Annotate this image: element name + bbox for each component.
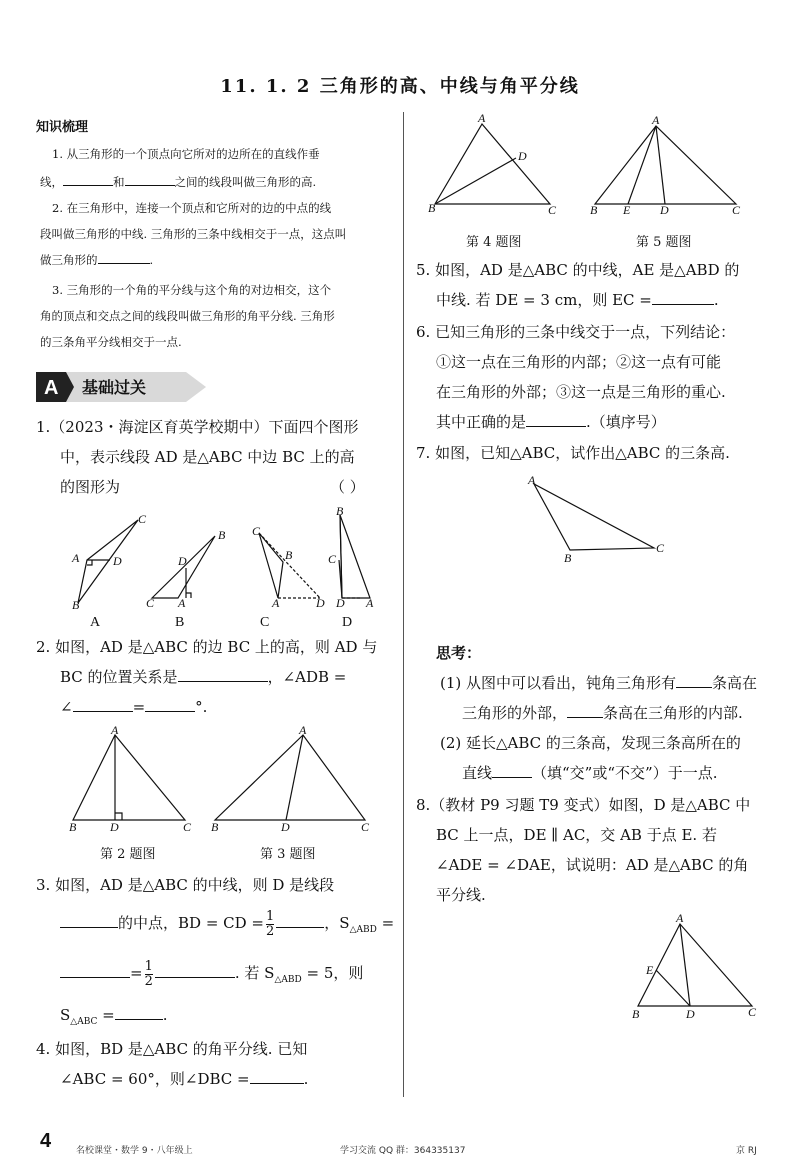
caption-fig4: 第 4 题图 [466, 235, 522, 250]
blank[interactable] [276, 911, 324, 928]
svg-text:C: C [183, 820, 192, 834]
footer-book: 名校课堂・数学 9・八年级上 [76, 1146, 193, 1156]
svg-text:D: D [518, 149, 527, 163]
blank[interactable] [676, 671, 712, 688]
svg-text:D: D [281, 820, 290, 834]
svg-text:A: A [528, 473, 536, 487]
svg-text:A: A [72, 551, 80, 565]
blank[interactable] [492, 761, 532, 778]
q3-line4: $S_{\triangle ABC}$ = . [60, 1000, 168, 1038]
blank[interactable] [60, 961, 130, 978]
column-divider [403, 112, 404, 1097]
blank[interactable] [98, 247, 150, 264]
q5-line2: 中线. 若 DE = 3 cm，则 EC = . [436, 285, 719, 316]
blank[interactable] [60, 911, 118, 928]
svg-text:B: B [590, 203, 598, 217]
knowledge-p2-line3: 做三角形的 . [40, 246, 153, 275]
blank[interactable] [652, 288, 714, 305]
blank[interactable] [178, 665, 268, 682]
blank[interactable] [115, 1003, 163, 1020]
blank[interactable] [567, 701, 603, 718]
caption-fig5: 第 5 题图 [636, 235, 692, 250]
svg-text:A: A [652, 113, 660, 127]
blank[interactable] [145, 695, 195, 712]
q1-line2: 中，表示线段 AD 是△ABC 中边 BC 上的高 [60, 448, 355, 466]
caption-fig2: 第 2 题图 [100, 847, 156, 862]
knowledge-p2-line2: 段叫做三角形的中线. 三角形的三条中线相交于一点，这点叫 [40, 227, 347, 241]
q4-line2: ∠ABC = 60°，则∠DBC = . [60, 1064, 308, 1095]
blank[interactable] [526, 410, 586, 427]
svg-text:A: A [272, 596, 280, 610]
svg-text:D: D [336, 596, 345, 610]
q8-line1: 8.（教材 P9 习题 T9 变式）如图，D 是△ABC 中 [416, 796, 751, 814]
q6-line1: 6. 已知三角形的三条中线交于一点，下列结论： [416, 323, 736, 341]
option-d-label: D [342, 615, 353, 630]
svg-text:D: D [660, 203, 669, 217]
svg-text:B: B [218, 528, 226, 542]
q6-line4: 其中正确的是 .（填序号） [436, 407, 666, 438]
svg-text:E: E [623, 203, 631, 217]
section-label: 基础过关 [82, 378, 147, 397]
q8-line3: ∠ADE = ∠DAE，试说明：AD 是△ABC 的角 [436, 856, 749, 874]
svg-text:D: D [113, 554, 122, 568]
svg-text:C: C [328, 552, 337, 566]
caption-fig3: 第 3 题图 [260, 847, 316, 862]
svg-text:A: A [299, 725, 307, 737]
q3-line3: = $\frac{1}{2}$ . 若 $S_{\triangle ABD} = 5$，则 [60, 958, 363, 996]
think-2-line1: (2) 延长△ABC 的三条高，发现三条高所在的 [440, 734, 741, 752]
fraction-half: $\frac{1}{2}$ [144, 958, 153, 989]
svg-text:B: B [211, 820, 219, 834]
svg-text:D: D [178, 554, 187, 568]
q2-line1: 2. 如图，AD 是△ABC 的边 BC 上的高，则 AD 与 [36, 638, 378, 656]
svg-text:A: A [111, 725, 119, 737]
svg-text:D: D [110, 820, 119, 834]
q8-line4: 平分线. [436, 886, 486, 904]
svg-text:D: D [316, 596, 325, 610]
svg-text:C: C [138, 512, 147, 526]
svg-text:C: C [748, 1005, 757, 1019]
option-a-label: A [90, 615, 101, 630]
svg-text:A: A [676, 912, 684, 925]
blank[interactable] [250, 1067, 304, 1084]
think-2-line2: 直线 （填“交”或“不交”）于一点. [462, 758, 717, 789]
svg-text:C: C [252, 524, 261, 538]
svg-text:B: B [632, 1007, 640, 1021]
q2-line2: BC 的位置关系是 ，∠ADB = [60, 662, 346, 693]
svg-text:B: B [564, 551, 572, 565]
figure-q8 [626, 912, 766, 1027]
svg-text:C: C [548, 203, 557, 217]
svg-text:C: C [656, 541, 665, 555]
svg-text:C: C [146, 596, 155, 610]
svg-text:B: B [285, 548, 293, 562]
option-c-label: C [260, 615, 270, 630]
knowledge-heading: 知识梳理 [36, 120, 89, 135]
svg-text:B: B [336, 505, 344, 518]
svg-text:B: B [72, 598, 80, 612]
svg-text:C: C [732, 203, 741, 217]
q6-line2: ①这一点在三角形的内部；②这一点有可能 [436, 353, 722, 371]
q7-line1: 7. 如图，已知△ABC，试作出△ABC 的三条高. [416, 444, 730, 462]
page-number: 4 [40, 1130, 52, 1152]
section-letter: A [44, 377, 59, 399]
q4-line1: 4. 如图，BD 是△ABC 的角平分线. 已知 [36, 1040, 308, 1058]
fraction-half: $\frac{1}{2}$ [266, 908, 275, 939]
svg-text:E: E [646, 963, 654, 977]
figure-q4-q5 [420, 112, 750, 222]
q6-line3: 在三角形的外部；③这一点是三角形的重心. [436, 383, 726, 401]
option-b-label: B [175, 615, 185, 630]
section-badge [36, 372, 206, 402]
blank[interactable] [125, 169, 175, 186]
svg-text:C: C [361, 820, 370, 834]
q1-figures [60, 505, 390, 630]
q8-line2: BC 上一点，DE ∥ AC，交 AB 于点 E. 若 [436, 826, 717, 844]
figure-q7 [520, 470, 680, 570]
knowledge-p2-line1: 2. 在三角形中，连接一个顶点和它所对的边的中点的线 [52, 201, 332, 215]
footer-qq: 学习交流 QQ 群：364335137 [340, 1146, 466, 1156]
q5-line1: 5. 如图，AD 是△ABC 的中线，AE 是△ABD 的 [416, 261, 740, 279]
q2-line3: ∠ = °. [60, 692, 207, 723]
blank[interactable] [155, 961, 235, 978]
svg-text:D: D [686, 1007, 695, 1021]
knowledge-p3-line2: 角的顶点和交点之间的线段叫做三角形的角平分线. 三角形 [40, 309, 335, 323]
q1-line1: 1.（2023・海淀区育英学校期中）下面四个图形 [36, 418, 359, 436]
think-heading: 思考： [436, 644, 482, 662]
q1-answer-paren[interactable]: （ ） [330, 478, 365, 496]
knowledge-p1-line2: 线， 和 之间的线段叫做三角形的高. [40, 168, 316, 197]
q3-line2: 的中点，BD = CD = $\frac{1}{2}$ ，$S_{\triangle ABD}$ = [60, 908, 394, 946]
blank[interactable] [63, 169, 113, 186]
knowledge-p3-line1: 3. 三角形的一个角的平分线与这个角的对边相交，这个 [52, 283, 332, 297]
svg-text:A: A [366, 596, 374, 610]
svg-text:A: A [178, 596, 186, 610]
knowledge-p3-line3: 的三条角平分线相交于一点. [40, 335, 182, 349]
svg-text:A: A [478, 112, 486, 125]
knowledge-p1-line1: 1. 从三角形的一个顶点向它所对的边所在的直线作垂 [52, 147, 320, 161]
svg-text:B: B [69, 820, 77, 834]
blank[interactable] [73, 695, 133, 712]
svg-text:B: B [428, 201, 436, 215]
q3-line1: 3. 如图，AD 是△ABC 的中线，则 D 是线段 [36, 876, 335, 894]
think-1-line2: 三角形的外部， 条高在三角形的内部. [462, 698, 743, 729]
q1-line3: 的图形为 [60, 478, 121, 496]
page-title: 11. 1. 2 三角形的高、中线与角平分线 [220, 76, 580, 97]
think-1-line1: (1) 从图中可以看出，钝角三角形有 条高在 [440, 668, 757, 699]
footer-code: 京 RJ [736, 1146, 757, 1156]
